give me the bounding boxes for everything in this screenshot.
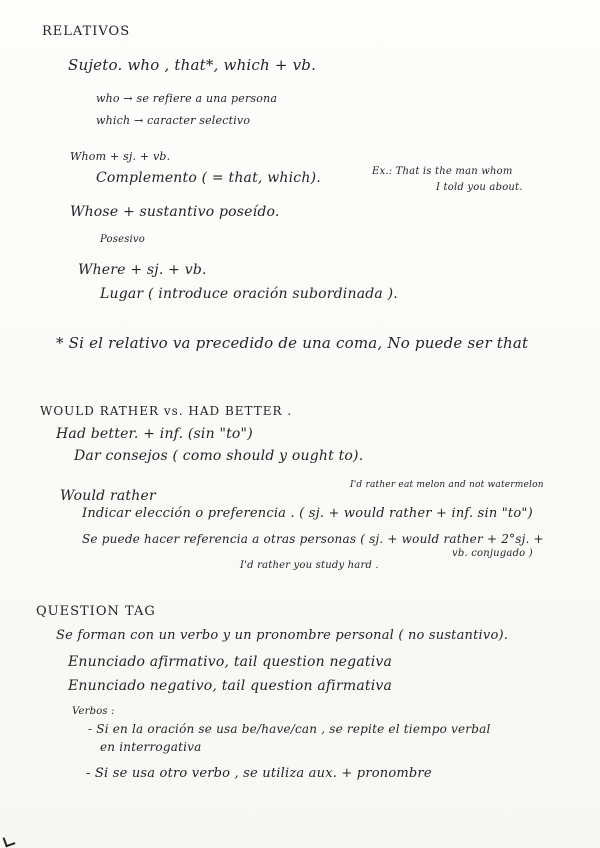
had-better-line: Had better. + inf. (sin "to") xyxy=(56,426,253,442)
posesivo-label: Posesivo xyxy=(100,234,145,245)
who-line: who → se refiere a una persona xyxy=(96,92,278,105)
afirmativo-line: Enunciado afirmativo, tail question negativa xyxy=(68,654,393,670)
complemento-line: Complemento ( = that, which). xyxy=(96,170,321,186)
indicar-line: Indicar elección o preferencia . ( sj. + would rather + inf. sin "to") xyxy=(82,506,533,521)
whose-line: Whose + sustantivo poseído. xyxy=(70,204,280,220)
example-study: I'd rather you study hard . xyxy=(240,560,379,571)
example-melon: I'd rather eat melon and not watermelon xyxy=(350,480,544,490)
se-forman-line: Se forman con un verbo y un pronombre personal ( no sustantivo). xyxy=(56,628,509,643)
se-puede-line: Se puede hacer referencia a otras personas ( sj. + would rather + 2°sj. + xyxy=(82,532,544,546)
heading-relativos: RELATIVOS xyxy=(42,24,131,39)
heading-question-tag: QUESTION TAG xyxy=(36,604,156,619)
example-whom-2: I told you about. xyxy=(436,182,523,193)
lugar-line: Lugar ( introduce oración subordinada ). xyxy=(100,286,398,302)
rule-2-line: - Si se usa otro verbo , se utiliza aux. + pronombre xyxy=(86,766,432,781)
rule-1b-line: en interrogativa xyxy=(100,740,202,754)
relativo-note: * Si el relativo va precedido de una coma, No puede ser that xyxy=(56,334,529,352)
verbos-label: Verbos : xyxy=(72,706,115,717)
sujeto-line: Sujeto. who , that*, which + vb. xyxy=(68,56,317,74)
negativo-line: Enunciado negativo, tail question afirmativa xyxy=(68,678,393,694)
corner-mark xyxy=(3,835,16,848)
dar-consejos-line: Dar consejos ( como should y ought to). xyxy=(74,448,364,464)
whom-line: Whom + sj. + vb. xyxy=(70,150,171,163)
where-line: Where + sj. + vb. xyxy=(78,262,207,278)
heading-would-rather: WOULD RATHER vs. HAD BETTER . xyxy=(40,404,293,418)
vb-conjugado: vb. conjugado ) xyxy=(452,548,533,559)
rule-1-line: - Si en la oración se usa be/have/can , se repite el tiempo verbal xyxy=(88,722,491,736)
example-whom-1: Ex.: That is the man whom xyxy=(372,166,513,177)
which-line: which → caracter selectivo xyxy=(96,114,251,127)
would-rather-line: Would rather xyxy=(60,488,156,504)
